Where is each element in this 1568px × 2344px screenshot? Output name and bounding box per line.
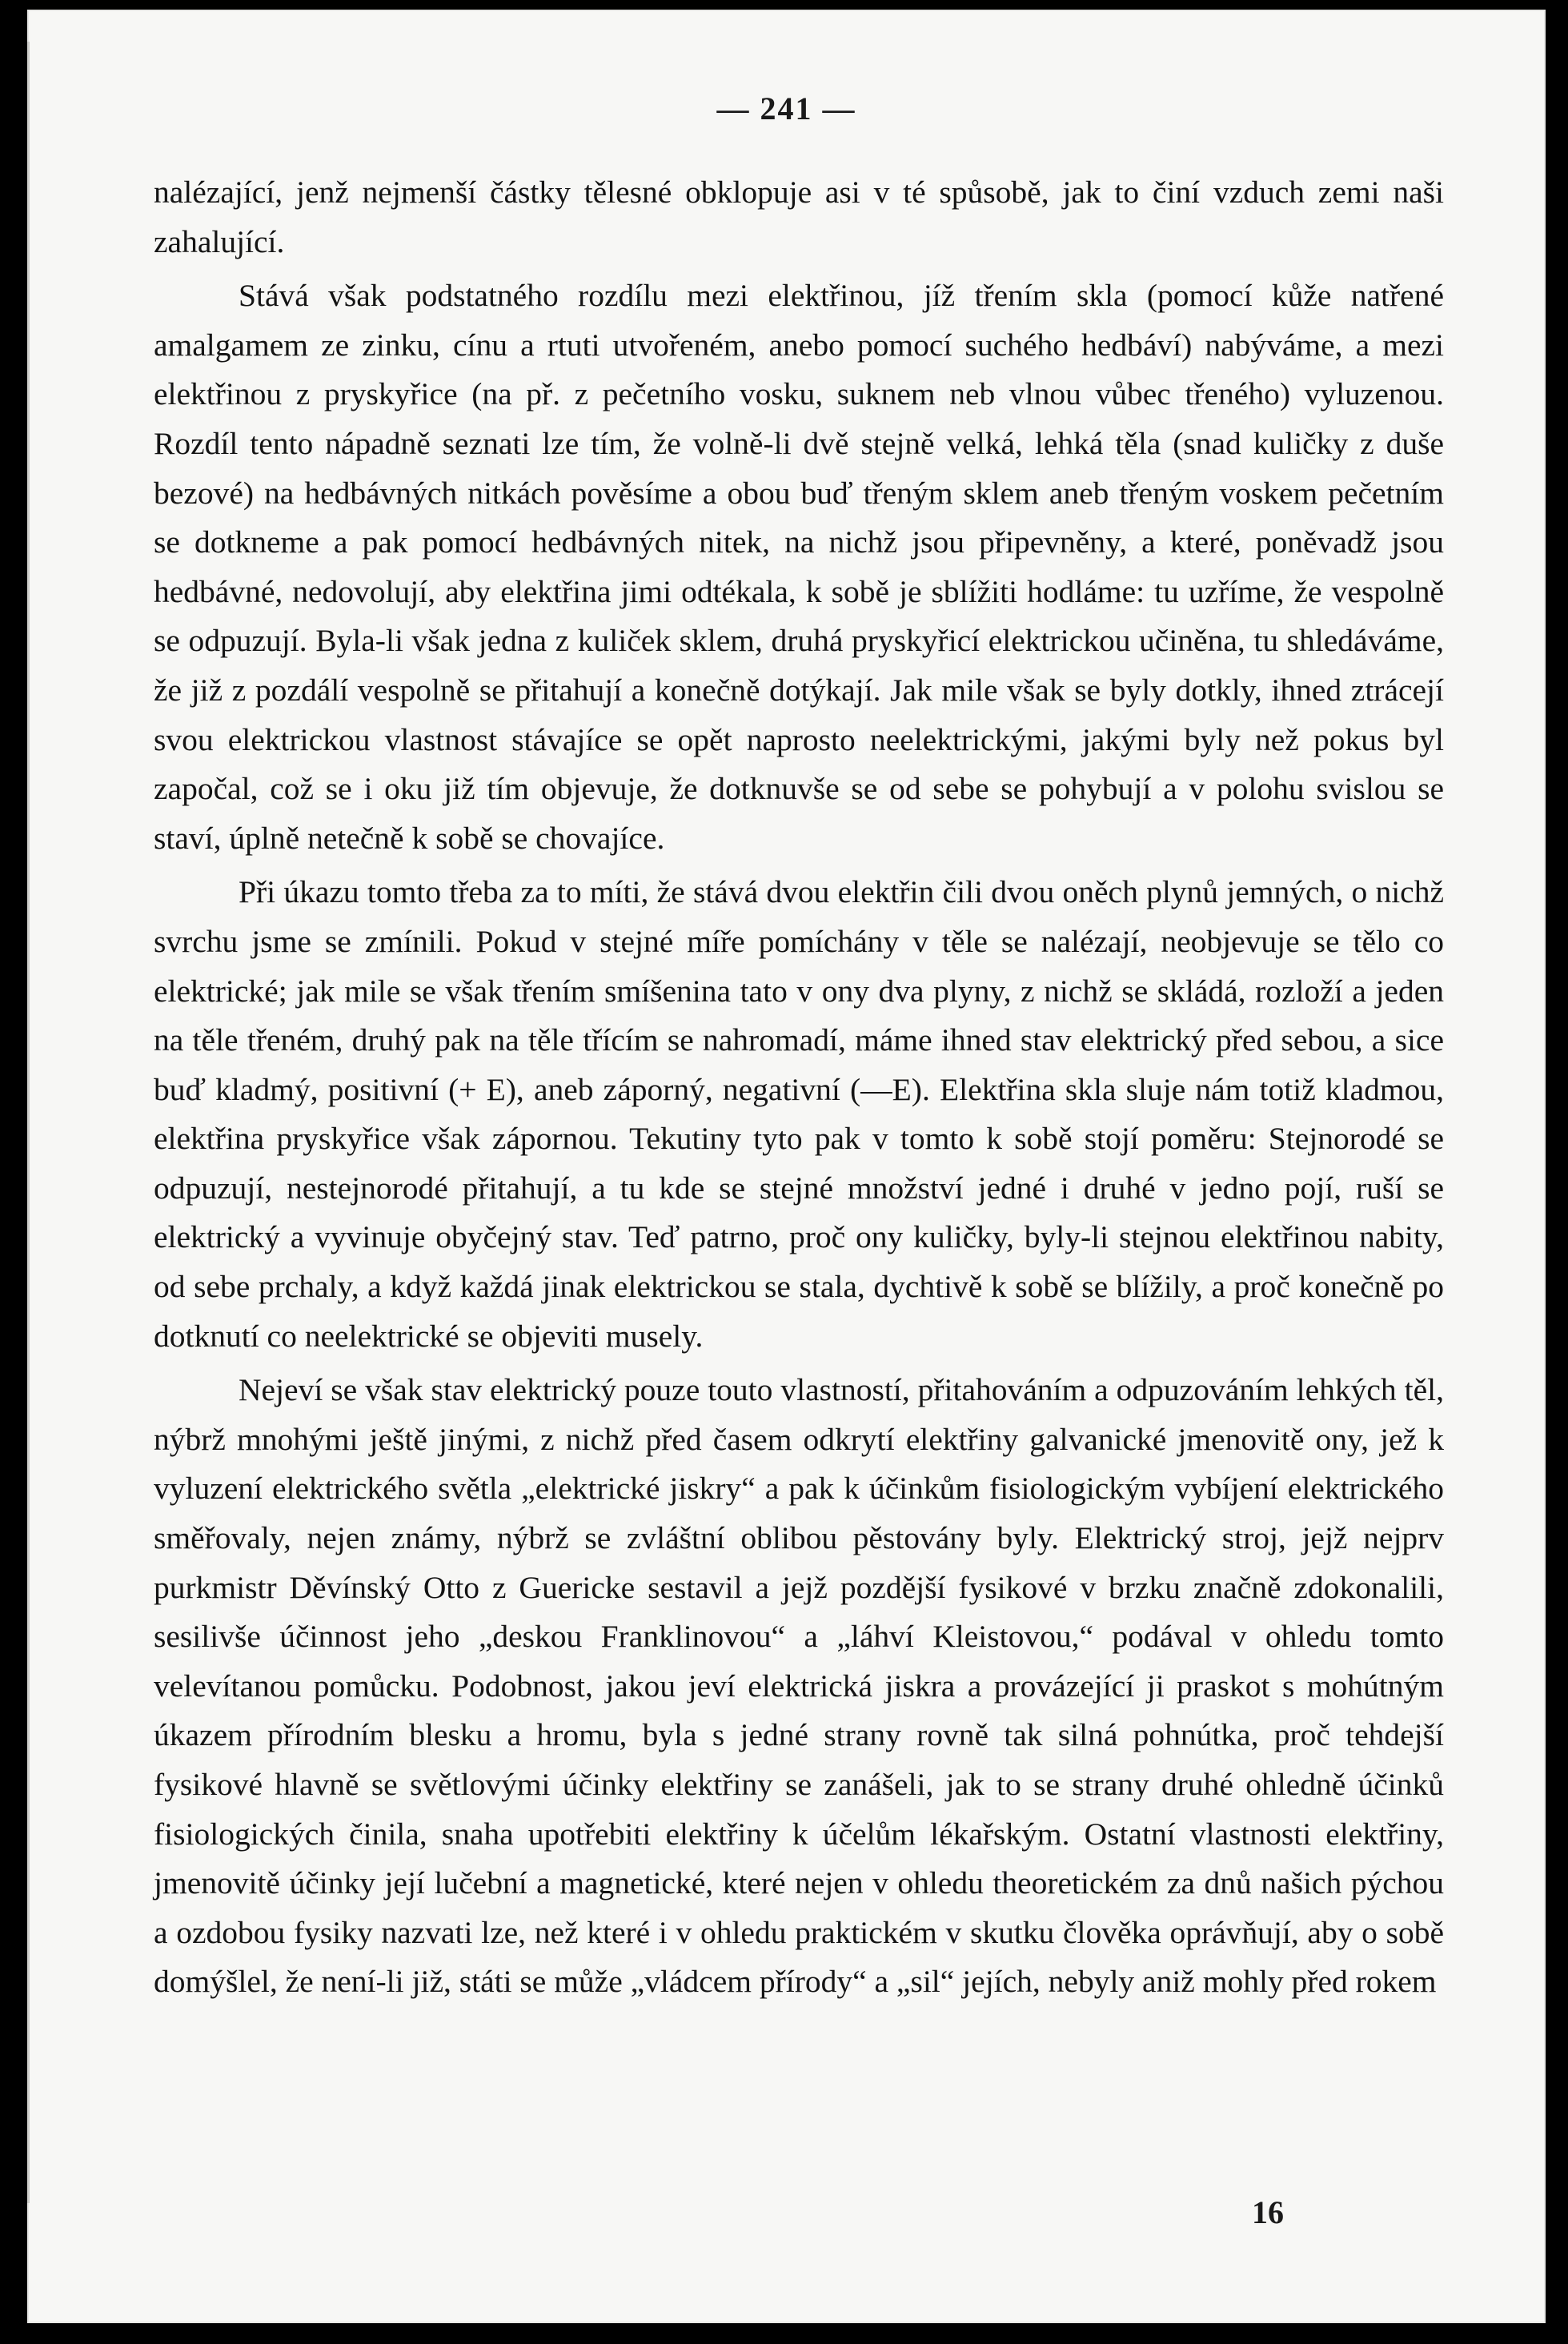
signature-mark: 16 xyxy=(1252,2194,1284,2230)
paragraph-3: Při úkazu tomto třeba za to míti, že stává dvou elektřin čili dvou oněch plynů jemných, o nichž svrchu jsme se zmínili. Pokud v stejné míře pomíchány v těle se nalézají, neobjevuje se tělo co elektrické; jak mile se však třením smíšenina tato v ony dva plyny, z nichž se skládá, rozloží a jeden na těle třeném, druhý pak na těle třícím se nahromadí, máme ihned stav elektrický před sebou, a sice buď kladmý, positivní (+ E), aneb záporný, negativní (—E). Elektřina skla sluje nám totiž kladmou, elektřina pryskyřice však zápornou. Tekutiny tyto pak v tomto k sobě stojí poměru: Stejnorodé se odpuzují, nestejnorodé přitahují, a tu kde se stejné množství jedné i druhé v jedno pojí, ruší se elektrický a vyvinuje obyčejný stav. Teď patrno, proč ony kuličky, byly-li stejnou elektřinou nabity, od sebe prchaly, a když každá jinak elektrickou se stala, dychtivě k sobě se blížily, a proč konečně po dotknutí co neelektrické se objeviti musely. xyxy=(154,874,1444,1354)
paragraph-2: Stává však podstatného rozdílu mezi elektřinou, jíž třením skla (pomocí kůže natřené amalgamem ze zinku, cínu a rtuti utvořeném, anebo pomocí suchého hedbáví) nabýváme, a mezi elektřinou z pryskyřice (na př. z pečetního vosku, suknem neb vlnou vůbec třeného) vyluzenou. Rozdíl tento nápadně seznati lze tím, že volně-li dvě stejně velká, lehká těla (snad kuličky z duše bezové) na hedbávných nitkách pověsíme a obou buď třeným sklem aneb třeným voskem pečetním se dotkneme a pak pomocí hedbávných nitek, na nichž jsou připevněny, a které, poněvadž jsou hedbávné, nedovolují, aby elektřina jimi odtékala, k sobě je sblížiti hodláme: tu uzříme, že vespolně se odpuzují. Byla-li však jedna z kuliček sklem, druhá pryskyřicí elektrickou učiněna, tu shledáváme, že již z pozdálí vespolně se přitahují a konečně dotýkají. Jak mile však se byly dotkly, ihned ztrácejí svou elektrickou vlastnost stávajíce se opět naprosto neelektrickými, jakými byly než pokus byl započal, což se i oku již tím objevuje, že dotknuvše se od sebe se pohybují a v polohu svislou se staví, úplně netečně k sobě se chovajíce. xyxy=(154,278,1444,856)
paragraph-1: nalézající, jenž nejmenší částky tělesné obklopuje asi v té spůsobě, jak to činí vzduch zemi naši zahalující. xyxy=(154,175,1444,259)
page-edge-rule xyxy=(27,42,30,2203)
page-number-header: — 241 — xyxy=(716,90,856,126)
book-page xyxy=(27,10,1546,2323)
paragraph-4: Nejeví se však stav elektrický pouze touto vlastností, přitahováním a odpuzováním lehkých těl, nýbrž mnohými ještě jinými, z nichž před časem odkrytí elektřiny galvanické jmenovitě ony, jež k vyluzení elektrického světla „elektrické jiskry“ a pak k účinkům fisiologickým vybíjení elektrického směřovaly, nejen známy, nýbrž se zvláštní oblibou pěstovány byly. Elektrický stroj, jejž nejprv purkmistr Děvínský Otto z Guericke sestavil a jejž pozdější fysikové v brzku značně zdokonalili, sesilivše účinnost jeho „deskou Franklinovou“ a „láhví Kleistovou,“ podával v ohledu tomto velevítanou pomůcku. Podobnost, jakou jeví elektrická jiskra a provázející ji praskot s mohútným úkazem přírodním blesku a hromu, byla s jedné strany rovně tak silná pohnútka, proč tehdejší fysikové hlavně se světlovými účinky elektřiny se zanášeli, jak to se strany druhé ohledně účinků fisiologických činila, snaha upotřebiti elektřiny k účelům lékařským. Ostatní vlastnosti elektřiny, jmenovitě účinky její lučební a magnetické, které nejen v ohledu theoretickém za dnů našich pýchou a ozdobou fysiky nazvati lze, než které i v ohledu praktickém v skutku člověka oprávňují, aby o sobě domýšlel, že není-li již, státi se může „vládcem přírody“ a „sil“ jejích, nebyly aniž mohly před rokem xyxy=(154,1372,1444,2000)
body-text xyxy=(154,168,1444,2007)
